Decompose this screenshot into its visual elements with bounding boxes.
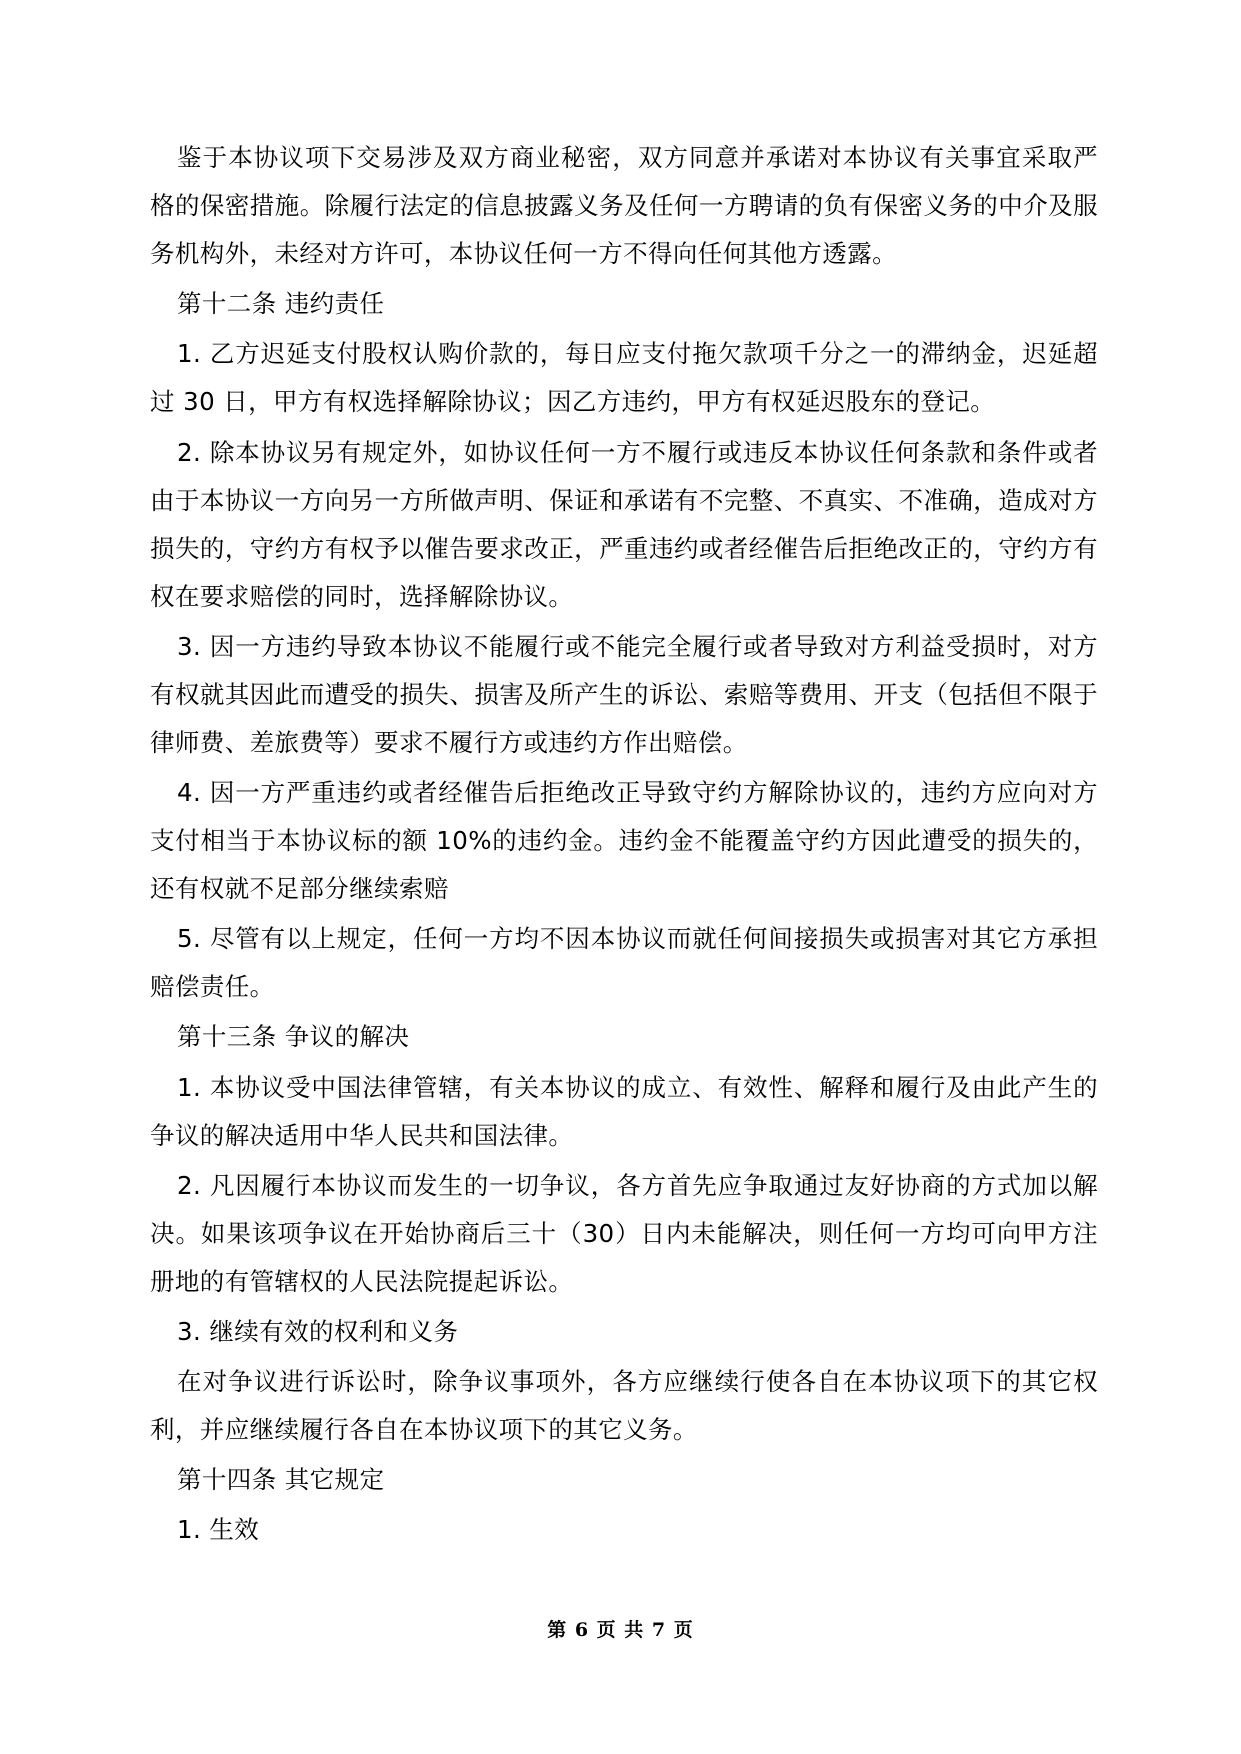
clause-13-1: 1. 本协议受中国法律管辖，有关本协议的成立、有效性、解释和履行及由此产生的争议的解决适用中华人民共和国法律。 xyxy=(150,1072,1098,1150)
clause-12-1: 1. 乙方迟延支付股权认购价款的，每日应支付拖欠款项千分之一的滞纳金，迟延超过 30 日，甲方有权选择解除协议；因乙方违约，甲方有权延迟股东的登记。 xyxy=(150,339,1098,417)
clause-12-5: 5. 尽管有以上规定，任何一方均不因本协议而就任何间接损失或损害对其它方承担赔偿责任。 xyxy=(150,924,1098,1002)
clause-12-3: 3. 因一方违约导致本协议不能履行或不能完全履行或者导致对方利益受损时，对方有权就其因此而遭受的损失、损害及所产生的诉讼、索赔等费用、开支（包括但不限于律师费、差旅费等）要求不履行方或违约方作出赔偿。 xyxy=(150,631,1098,757)
clause-13-3-body: 在对争议进行诉讼时，除争议事项外，各方应继续行使各自在本协议项下的其它权利，并应继续履行各自在本协议项下的其它义务。 xyxy=(150,1367,1098,1445)
document-body xyxy=(150,134,1098,1557)
section-heading-article-13: 第十三条 争议的解决 xyxy=(177,1022,410,1052)
page-number-footer: 第 6 页 共 7 页 xyxy=(547,1619,694,1641)
section-heading-article-14: 第十四条 其它规定 xyxy=(177,1465,385,1495)
clause-13-2: 2. 凡因履行本协议而发生的一切争议，各方首先应争取通过友好协商的方式加以解决。如果该项争议在开始协商后三十（30）日内未能解决，则任何一方均可向甲方注册地的有管辖权的人民法院提起诉讼。 xyxy=(150,1170,1098,1296)
clause-12-2: 2. 除本协议另有规定外，如协议任何一方不履行或违反本协议任何条款和条件或者由于本协议一方向另一方所做声明、保证和承诺有不完整、不真实、不准确，造成对方损失的，守约方有权予以催告要求改正，严重违约或者经催告后拒绝改正的，守约方有权在要求赔偿的同时，选择解除协议。 xyxy=(150,437,1098,611)
section-heading-article-12: 第十二条 违约责任 xyxy=(177,289,385,319)
clause-13-3-title: 3. 继续有效的权利和义务 xyxy=(177,1316,459,1346)
paragraph-confidentiality: 鉴于本协议项下交易涉及双方商业秘密，双方同意并承诺对本协议有关事宜采取严格的保密措施。除履行法定的信息披露义务及任何一方聘请的负有保密义务的中介及服务机构外，未经对方许可，本协议任何一方不得向任何其他方透露。 xyxy=(150,143,1098,268)
clause-12-4: 4. 因一方严重违约或者经催告后拒绝改正导致守约方解除协议的，违约方应向对方支付相当于本协议标的额 10%的违约金。违约金不能覆盖守约方因此遭受的损失的，还有权就不足部分继续索赔 xyxy=(150,777,1098,903)
clause-14-1: 1. 生效 xyxy=(177,1515,260,1545)
